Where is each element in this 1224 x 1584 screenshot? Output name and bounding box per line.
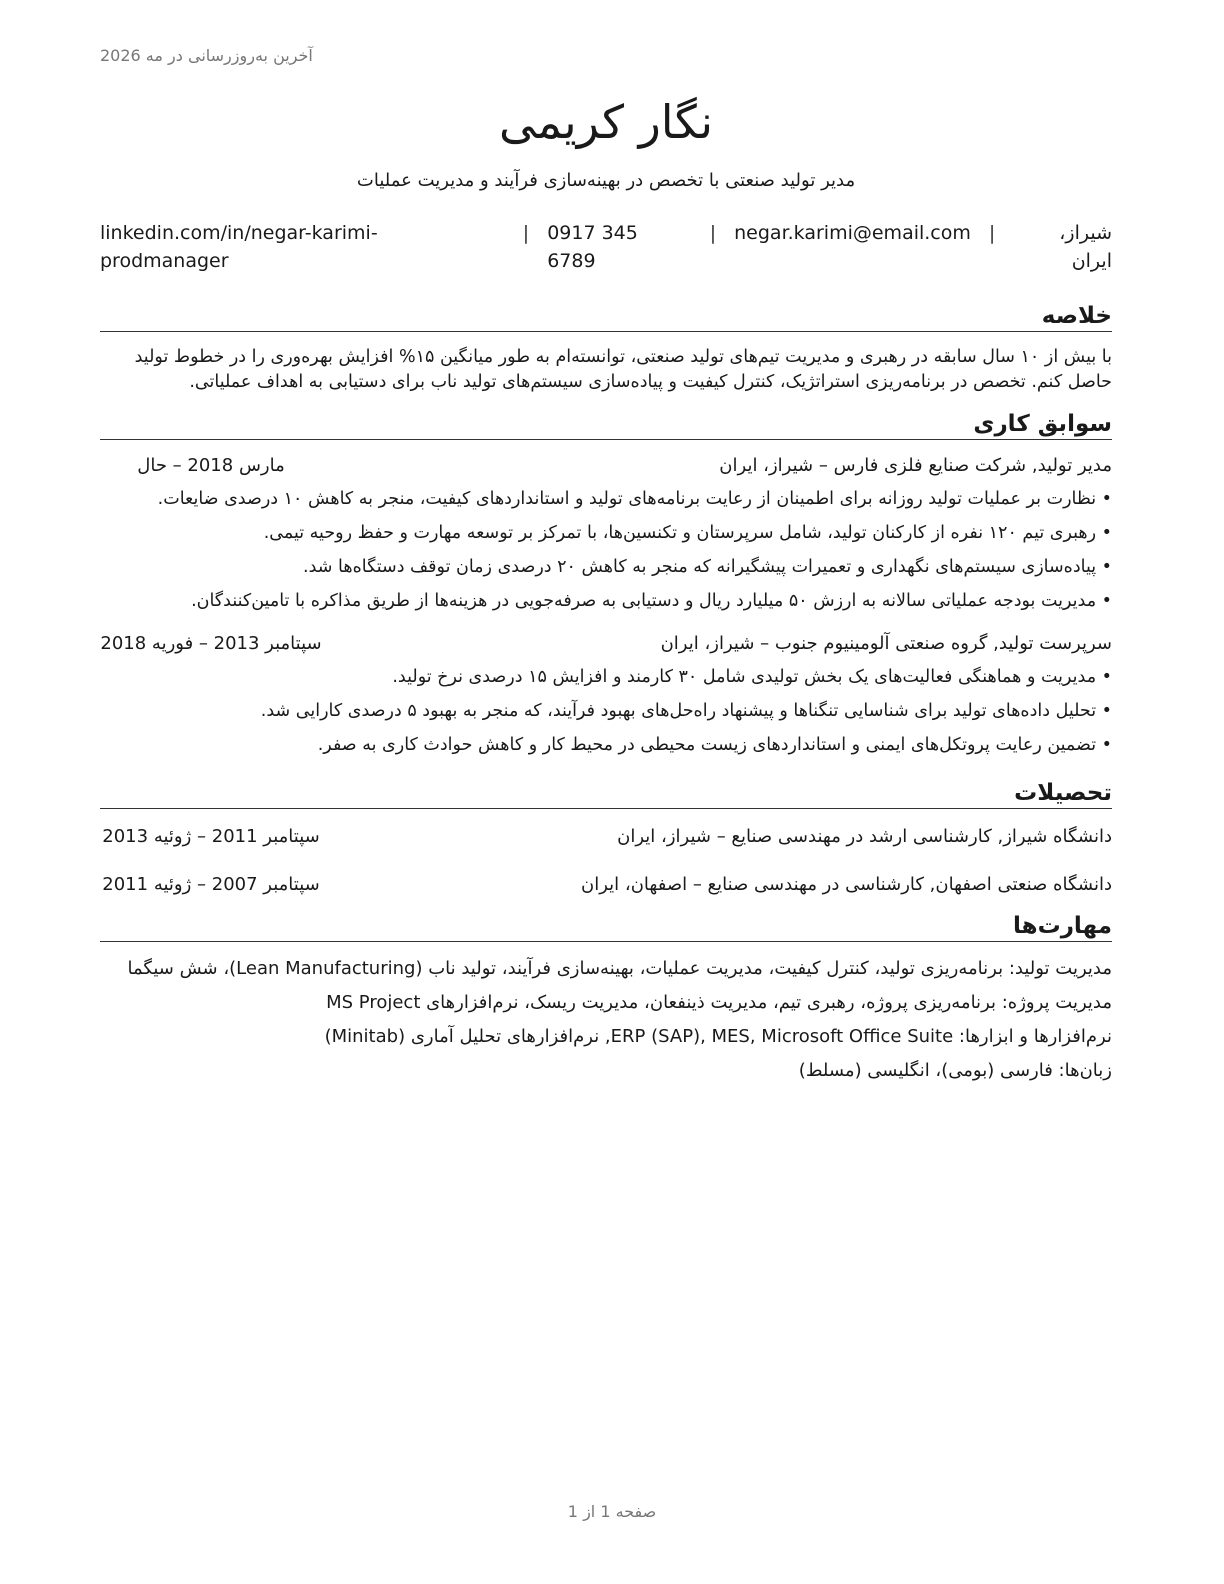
skills-line: مدیریت تولید: برنامه‌ریزی تولید، کنترل کیفیت، مدیریت عملیات، بهینه‌سازی فرآیند، تولید ناب (Lean Manufacturing)، شش سیگما — [127, 958, 1112, 979]
job-entry — [100, 630, 1112, 762]
job-bullets — [100, 660, 1112, 762]
education-heading: دانشگاه صنعتی اصفهان, کارشناسی در مهندسی صنایع – اصفهان، ایران — [581, 874, 1112, 895]
education-dates: سپتامبر 2007 – ژوئیه 2011 — [102, 874, 320, 895]
education-entry — [100, 823, 1112, 851]
education-section — [100, 778, 1112, 899]
contact-linkedin[interactable]: linkedin.com/in/negar-karimi-prodmanager — [100, 222, 378, 272]
contact-location: شیراز، ایران — [1059, 222, 1112, 272]
contact-separator: | — [522, 222, 530, 244]
contact-line — [100, 219, 1112, 275]
skills-line: نرم‌افزارها و ابزارها: ERP (SAP), MES, Microsoft Office Suite, نرم‌افزارهای تحلیل آماری (Minitab) — [324, 1026, 1112, 1047]
experience-section — [100, 409, 1112, 762]
skills-line: مدیریت پروژه: برنامه‌ریزی پروژه، رهبری تیم، مدیریت ذینفعان، مدیریت ریسک، نرم‌افزارهای MS Project — [326, 992, 1112, 1013]
job-header — [100, 452, 1112, 480]
summary-title: خلاصه — [100, 301, 1112, 332]
list-item: • تضمین رعایت پروتکل‌های ایمنی و استانداردهای زیست محیطی در محیط کار و کاهش حوادث کاری به صفر. — [100, 728, 1112, 762]
education-dates: سپتامبر 2011 – ژوئیه 2013 — [102, 826, 320, 847]
skills-section — [100, 911, 1112, 1088]
job-heading: سرپرست تولید, گروه صنعتی آلومینیوم جنوب – شیراز، ایران — [660, 633, 1112, 654]
list-item: • رهبری تیم ۱۲۰ نفره از کارکنان تولید، شامل سرپرستان و تکنسین‌ها، با تمرکز بر توسعه مهارت و حفظ روحیه تیمی. — [100, 516, 1112, 550]
job-heading: مدیر تولید, شرکت صنایع فلزی فارس – شیراز، ایران — [719, 455, 1112, 476]
education-heading: دانشگاه شیراز, کارشناسی ارشد در مهندسی صنایع – شیراز، ایران — [617, 826, 1112, 847]
job-entry — [100, 452, 1112, 618]
job-bullets — [100, 482, 1112, 618]
contact-separator: | — [709, 222, 717, 244]
list-item: • مدیریت بودجه عملیاتی سالانه به ارزش ۵۰ میلیارد ریال و دستیابی به صرفه‌جویی در هزینه‌ها از طریق مذاکره با تامین‌کنندگان. — [100, 584, 1112, 618]
skills-line: زبان‌ها: فارسی (بومی)، انگلیسی (مسلط) — [798, 1060, 1112, 1081]
education-title: تحصیلات — [100, 778, 1112, 809]
summary-section — [100, 301, 1112, 395]
job-header — [100, 630, 1112, 658]
skills-title: مهارت‌ها — [100, 911, 1112, 942]
job-dates: سپتامبر 2013 – فوریه 2018 — [100, 633, 322, 654]
candidate-subtitle: مدیر تولید صنعتی با تخصص در بهینه‌سازی فرآیند و مدیریت عملیات — [356, 170, 856, 191]
page-number: صفحه 1 از 1 — [567, 1502, 657, 1521]
experience-title: سوابق کاری — [100, 409, 1112, 440]
list-item: • تحلیل داده‌های تولید برای شناسایی تنگناها و پیشنهاد راه‌حل‌های بهبود فرآیند، که منجر به بهبود ۵ درصدی کارایی شد. — [100, 694, 1112, 728]
education-entry — [100, 871, 1112, 899]
skills-list — [100, 952, 1112, 1088]
list-item: • نظارت بر عملیات تولید روزانه برای اطمینان از رعایت برنامه‌های تولید و استانداردهای کیفیت، منجر به کاهش ۱۰ درصدی ضایعات. — [100, 482, 1112, 516]
last-updated: آخرین به‌روزرسانی در مه 2026 — [100, 46, 313, 65]
list-item: • مدیریت و هماهنگی فعالیت‌های یک بخش تولیدی شامل ۳۰ کارمند و افزایش ۱۵ درصدی نرخ تولید. — [100, 660, 1112, 694]
summary-text: با بیش از ۱۰ سال سابقه در رهبری و مدیریت تیم‌های تولید صنعتی، توانسته‌ام به طور میانگین ۱۵% افزایش بهره‌وری را در خطوط تولید حاصل کنم. تخصص در برنامه‌ریزی استراتژیک، کنترل کیفیت و پیاده‌سازی سیستم‌های تولید ناب برای دستیابی به اهداف عملیاتی. — [134, 347, 1112, 392]
contact-phone: 0917 345 6789 — [547, 222, 638, 272]
candidate-name: نگار کریمی — [498, 95, 714, 149]
job-dates: مارس 2018 – حال — [137, 455, 285, 476]
resume-content — [100, 90, 1112, 1088]
contact-email[interactable]: negar.karimi@email.com — [734, 222, 971, 244]
contact-separator: | — [988, 222, 996, 244]
list-item: • پیاده‌سازی سیستم‌های نگهداری و تعمیرات پیشگیرانه که منجر به کاهش ۲۰ درصدی زمان توقف دستگاه‌ها شد. — [100, 550, 1112, 584]
